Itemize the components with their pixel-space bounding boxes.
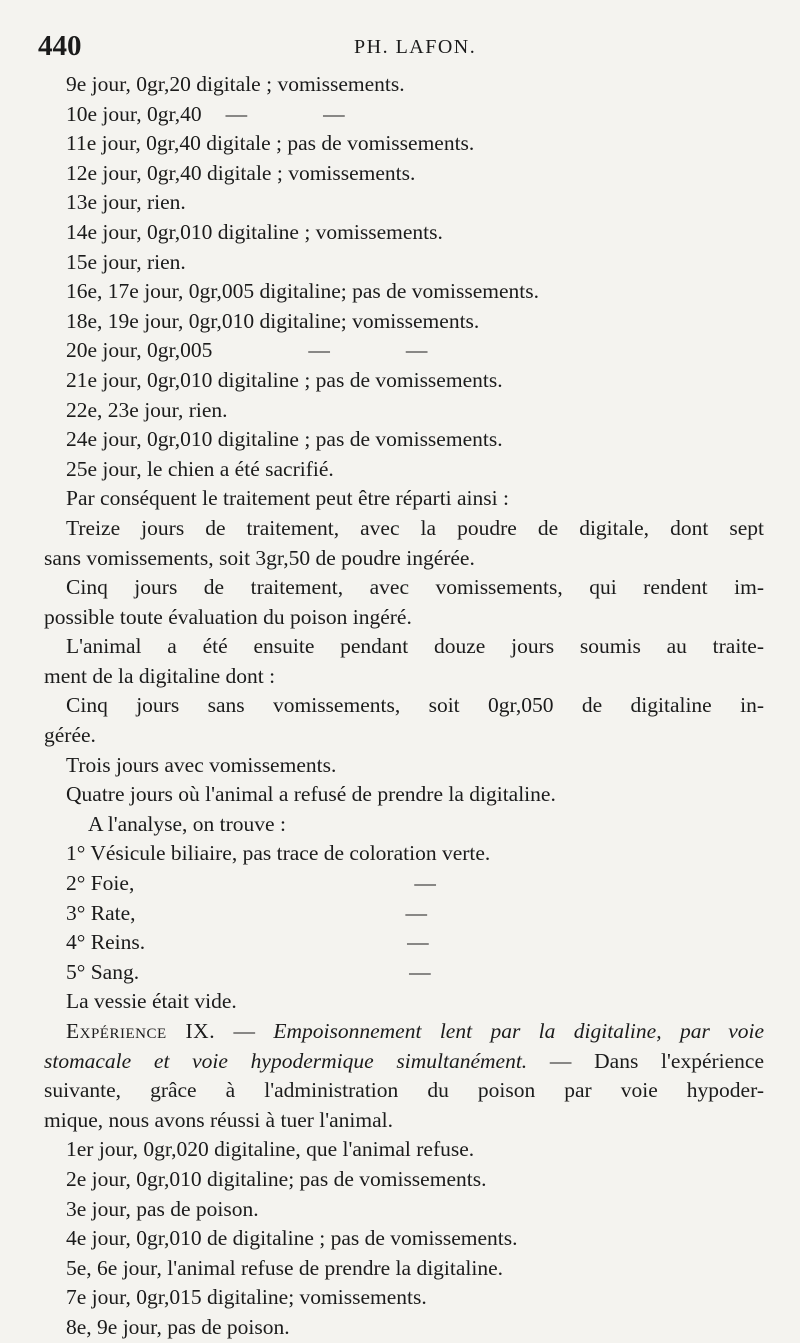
- line-text: 2° Foie,: [66, 871, 135, 896]
- text-line: L'animal a été ensuite pendant douze jours soumis au traite-: [66, 634, 764, 659]
- text-line: La vessie était vide.: [66, 989, 237, 1014]
- text-line: sans vomissements, soit 3gr,50 de poudre ingérée.: [44, 545, 475, 570]
- text-line: gérée.: [44, 723, 96, 748]
- ditto-dash: —: [405, 338, 428, 363]
- page-header: [38, 30, 758, 70]
- text-line: 22e, 23e jour, rien.: [66, 397, 228, 422]
- text-line: 21e jour, 0gr,010 digitaline ; pas de vomissements.: [66, 367, 503, 392]
- text-line: 11e jour, 0gr,40 digitale ; pas de vomissements.: [66, 131, 475, 156]
- text-line: suivante, grâce à l'administration du poison par voie hypoder-: [44, 1078, 764, 1103]
- line-text: 3° Rate,: [66, 900, 136, 925]
- line-text: Dans l'expérience: [594, 1048, 764, 1073]
- text-line: ment de la digitaline dont :: [44, 663, 276, 688]
- text-line: [44, 928, 764, 958]
- text-line: [44, 869, 764, 899]
- text-line: Treize jours de traitement, avec la poudre de digitale, dont sept: [66, 515, 764, 540]
- text-line: 3e jour, pas de poison.: [66, 1196, 259, 1221]
- text-line: mique, nous avons réussi à tuer l'animal.: [44, 1107, 393, 1132]
- page-number: 440: [38, 30, 82, 62]
- ditto-dash: —: [549, 1048, 572, 1073]
- text-line: [44, 899, 764, 929]
- text-line: Trois jours avec vomissements.: [66, 752, 337, 777]
- text-line: 4e jour, 0gr,010 de digitaline ; pas de vomissements.: [66, 1226, 518, 1251]
- text-line: 16e, 17e jour, 0gr,005 digitaline; pas de vomissements.: [66, 279, 539, 304]
- text-line: 1er jour, 0gr,020 digitaline, que l'animal refuse.: [66, 1137, 475, 1162]
- text-line: [44, 336, 764, 366]
- text-line: 7e jour, 0gr,015 digitaline; vomissements.: [66, 1285, 427, 1310]
- text-line: 24e jour, 0gr,010 digitaline ; pas de vomissements.: [66, 427, 503, 452]
- text-line: 12e jour, 0gr,40 digitale ; vomissements.: [66, 160, 416, 185]
- ditto-dash: —: [407, 930, 429, 955]
- text-line: 1° Vésicule biliaire, pas trace de coloration verte.: [66, 841, 491, 866]
- ditto-dash: —: [308, 338, 330, 363]
- text-line: 18e, 19e jour, 0gr,010 digitaline; vomissements.: [66, 308, 480, 333]
- line-text: 20e jour, 0gr,005: [66, 338, 213, 363]
- ditto-dash: —: [225, 101, 248, 126]
- text-line: [44, 100, 764, 130]
- text-line: 15e jour, rien.: [66, 249, 186, 274]
- ditto-dash: —: [414, 871, 436, 896]
- text-line: [44, 1047, 764, 1077]
- text-line: 25e jour, le chien a été sacrifié.: [66, 456, 334, 481]
- running-title: PH. LAFON.: [354, 36, 477, 58]
- text-line: 14e jour, 0gr,010 digitaline ; vomissements.: [66, 219, 443, 244]
- experiment-heading: [44, 1017, 764, 1047]
- text-line: 2e jour, 0gr,010 digitaline; pas de vomissements.: [66, 1166, 487, 1191]
- text-line: possible toute évaluation du poison ingéré.: [44, 604, 412, 629]
- line-text: 5° Sang.: [66, 959, 140, 984]
- text-line: A l'analyse, on trouve :: [88, 811, 286, 836]
- text-line: 9e jour, 0gr,20 digitale ; vomissements.: [66, 72, 405, 96]
- experiment-label: Expérience IX.: [66, 1019, 216, 1043]
- text-line: [44, 958, 764, 988]
- page-body: [44, 70, 764, 1343]
- ditto-dash: —: [409, 959, 431, 984]
- text-line: Par conséquent le traitement peut être réparti ainsi :: [66, 486, 509, 511]
- ditto-dash: —: [233, 1019, 255, 1043]
- text-line: Cinq jours sans vomissements, soit 0gr,050 de digitaline in-: [66, 693, 764, 718]
- line-text: 10e jour, 0gr,40: [66, 101, 202, 126]
- ditto-dash: —: [405, 900, 427, 925]
- text-line: 8e, 9e jour, pas de poison.: [66, 1314, 290, 1339]
- line-text: 4° Reins.: [66, 930, 146, 955]
- experiment-title: Empoisonnement lent par la digitaline, par voie: [273, 1019, 765, 1043]
- line-text: stomacale et voie hypodermique simultanément.: [44, 1048, 528, 1073]
- text-line: Quatre jours où l'animal a refusé de prendre la digitaline.: [66, 782, 556, 807]
- text-line: Cinq jours de traitement, avec vomissements, qui rendent im-: [66, 575, 764, 600]
- text-line: 13e jour, rien.: [66, 190, 186, 215]
- ditto-dash: —: [323, 101, 345, 126]
- text-line: 5e, 6e jour, l'animal refuse de prendre la digitaline.: [66, 1255, 504, 1280]
